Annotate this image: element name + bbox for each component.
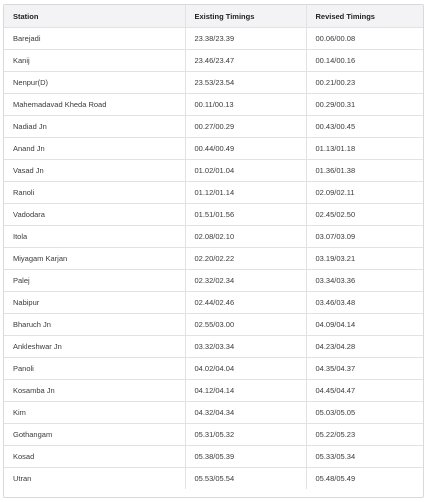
revised-timing-cell: 02.45/02.50 xyxy=(306,204,423,226)
existing-timing-cell: 02.55/03.00 xyxy=(185,314,306,336)
station-cell: Itola xyxy=(4,226,185,248)
existing-timing-cell: 02.32/02.34 xyxy=(185,270,306,292)
header-station: Station xyxy=(4,5,185,28)
revised-timing-cell: 00.43/00.45 xyxy=(306,116,423,138)
station-cell: Anand Jn xyxy=(4,138,185,160)
station-cell: Vasad Jn xyxy=(4,160,185,182)
table-row xyxy=(4,468,423,490)
station-cell: Barejadi xyxy=(4,28,185,50)
table-row xyxy=(4,292,423,314)
existing-timing-cell: 04.02/04.04 xyxy=(185,358,306,380)
table-row xyxy=(4,402,423,424)
station-cell: Gothangam xyxy=(4,424,185,446)
station-cell: Kosamba Jn xyxy=(4,380,185,402)
existing-timing-cell: 01.02/01.04 xyxy=(185,160,306,182)
existing-timing-cell: 23.53/23.54 xyxy=(185,72,306,94)
table-row xyxy=(4,116,423,138)
existing-timing-cell: 03.32/03.34 xyxy=(185,336,306,358)
existing-timing-cell: 04.12/04.14 xyxy=(185,380,306,402)
station-cell: Nadiad Jn xyxy=(4,116,185,138)
station-cell: Bharuch Jn xyxy=(4,314,185,336)
table-row xyxy=(4,270,423,292)
existing-timing-cell: 05.53/05.54 xyxy=(185,468,306,490)
table-row xyxy=(4,446,423,468)
revised-timing-cell: 04.09/04.14 xyxy=(306,314,423,336)
header-existing-timings: Existing Timings xyxy=(185,5,306,28)
station-cell: Ranoli xyxy=(4,182,185,204)
station-cell: Panoli xyxy=(4,358,185,380)
table-row xyxy=(4,72,423,94)
revised-timing-cell: 04.35/04.37 xyxy=(306,358,423,380)
station-cell: Ankleshwar Jn xyxy=(4,336,185,358)
existing-timing-cell: 01.51/01.56 xyxy=(185,204,306,226)
existing-timing-cell: 05.31/05.32 xyxy=(185,424,306,446)
table-row xyxy=(4,424,423,446)
existing-timing-cell: 02.20/02.22 xyxy=(185,248,306,270)
table-row xyxy=(4,248,423,270)
station-cell: Nenpur(D) xyxy=(4,72,185,94)
timings-table-container xyxy=(3,4,424,498)
revised-timing-cell: 03.34/03.36 xyxy=(306,270,423,292)
existing-timing-cell: 02.08/02.10 xyxy=(185,226,306,248)
station-cell: Kosad xyxy=(4,446,185,468)
revised-timing-cell: 00.29/00.31 xyxy=(306,94,423,116)
timings-table xyxy=(4,5,423,489)
revised-timing-cell: 02.09/02.11 xyxy=(306,182,423,204)
station-cell: Palej xyxy=(4,270,185,292)
table-row xyxy=(4,50,423,72)
existing-timing-cell: 04.32/04.34 xyxy=(185,402,306,424)
table-row xyxy=(4,226,423,248)
revised-timing-cell: 03.19/03.21 xyxy=(306,248,423,270)
existing-timing-cell: 00.11/00.13 xyxy=(185,94,306,116)
revised-timing-cell: 00.21/00.23 xyxy=(306,72,423,94)
revised-timing-cell: 01.36/01.38 xyxy=(306,160,423,182)
revised-timing-cell: 04.23/04.28 xyxy=(306,336,423,358)
table-body xyxy=(4,28,423,490)
existing-timing-cell: 05.38/05.39 xyxy=(185,446,306,468)
table-row xyxy=(4,204,423,226)
revised-timing-cell: 05.33/05.34 xyxy=(306,446,423,468)
table-row xyxy=(4,28,423,50)
revised-timing-cell: 03.46/03.48 xyxy=(306,292,423,314)
existing-timing-cell: 00.44/00.49 xyxy=(185,138,306,160)
table-header-row xyxy=(4,5,423,28)
station-cell: Kanij xyxy=(4,50,185,72)
revised-timing-cell: 00.06/00.08 xyxy=(306,28,423,50)
station-cell: Utran xyxy=(4,468,185,490)
station-cell: Kim xyxy=(4,402,185,424)
existing-timing-cell: 23.38/23.39 xyxy=(185,28,306,50)
revised-timing-cell: 04.45/04.47 xyxy=(306,380,423,402)
table-row xyxy=(4,380,423,402)
station-cell: Miyagam Karjan xyxy=(4,248,185,270)
table-row xyxy=(4,182,423,204)
table-row xyxy=(4,336,423,358)
existing-timing-cell: 23.46/23.47 xyxy=(185,50,306,72)
revised-timing-cell: 00.14/00.16 xyxy=(306,50,423,72)
revised-timing-cell: 05.03/05.05 xyxy=(306,402,423,424)
table-row xyxy=(4,358,423,380)
table-row xyxy=(4,138,423,160)
table-row xyxy=(4,160,423,182)
existing-timing-cell: 02.44/02.46 xyxy=(185,292,306,314)
revised-timing-cell: 05.48/05.49 xyxy=(315,474,356,483)
table-row xyxy=(4,314,423,336)
station-cell: Mahemadavad Kheda Road xyxy=(4,94,185,116)
revised-timing-cell: 05.22/05.23 xyxy=(306,424,423,446)
table-row xyxy=(4,94,423,116)
station-cell: Vadodara xyxy=(4,204,185,226)
revised-timing-cell: 03.07/03.09 xyxy=(306,226,423,248)
existing-timing-cell: 00.27/00.29 xyxy=(185,116,306,138)
header-revised-timings: Revised Timings xyxy=(306,5,423,28)
existing-timing-cell: 01.12/01.14 xyxy=(185,182,306,204)
revised-timing-cell: 01.13/01.18 xyxy=(306,138,423,160)
station-cell: Nabipur xyxy=(4,292,185,314)
